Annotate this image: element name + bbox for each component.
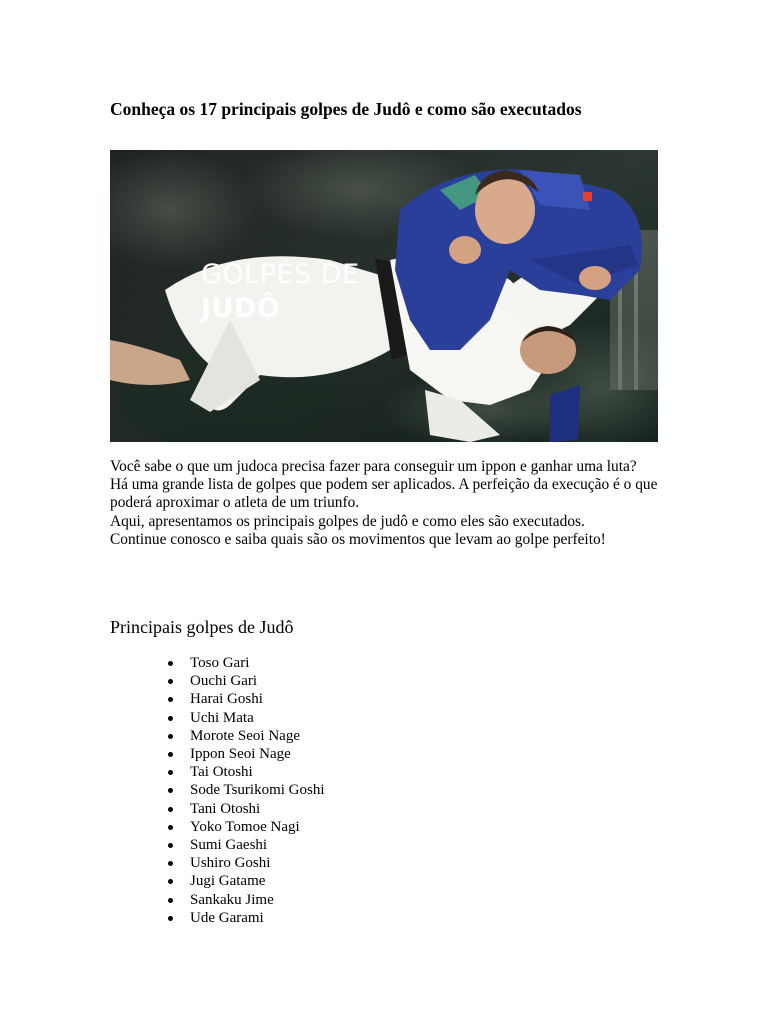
judo-throw-photo [110,150,658,442]
list-item [190,818,325,836]
list-item [190,727,325,745]
golpes-list [190,654,325,927]
hero-caption-line-1: GOLPES DE [201,259,360,290]
list-item-label: Ippon Seoi Nage [190,746,291,763]
bullet-icon [168,879,173,884]
bullet-icon [168,843,173,848]
list-item-label: Morote Seoi Nage [190,727,300,744]
list-item-label: Sode Tsurikomi Goshi [190,782,325,799]
intro-paragraph: Você sabe o que um judoca precisa fazer para conseguir um ippon e ganhar uma luta? [110,458,637,475]
bullet-icon [168,752,173,757]
hero-caption [201,258,360,326]
list-item-label: Tani Otoshi [190,800,261,817]
list-item-label: Sumi Gaeshi [190,837,268,854]
page-title: Conheça os 17 principais golpes de Judô e como são executados [110,99,582,119]
bullet-icon [168,697,173,702]
list-item [190,872,325,890]
list-item-label: Toso Gari [190,655,250,671]
list-item [190,909,325,927]
list-item-label: Ouchi Gari [190,673,258,690]
list-item [190,745,325,763]
list-item-label: Ushiro Goshi [190,855,271,872]
intro-paragraph: Aqui, apresentamos os principais golpes de judô e como eles são executados. [110,512,585,530]
list-item [190,654,325,672]
list-item [190,763,325,781]
intro-text [110,458,665,549]
list-item-label: Harai Goshi [190,691,263,708]
hero-image [110,150,658,442]
list-item-label: Uchi Mata [190,709,254,726]
list-item [190,836,325,854]
bullet-icon [168,679,173,684]
list-item-label: Yoko Tomoe Nagi [190,818,300,835]
list-item-label: Tai Otoshi [190,764,253,781]
bullet-icon [168,661,173,666]
list-item [190,854,325,872]
bullet-icon [168,898,173,903]
bullet-icon [168,861,173,866]
list-item [190,672,325,690]
intro-paragraph: Há uma grande lista de golpes que podem ser aplicados. A perfeição da execução é o que poderá aproximar o atleta de um triunfo. [110,476,658,512]
bullet-icon [168,770,173,775]
bullet-icon [168,716,173,721]
bullet-icon [168,807,173,812]
section-heading: Principais golpes de Judô [110,617,294,637]
bullet-icon [168,916,173,921]
list-item [190,781,325,799]
hero-caption-line-2: JUDÔ [201,293,281,324]
list-item [190,690,325,708]
list-item-label: Sankaku Jime [190,891,274,908]
list-item [190,709,325,727]
list-item [190,800,325,818]
bullet-icon [168,825,173,830]
list-item [190,891,325,909]
bullet-icon [168,788,173,793]
list-item-label: Ude Garami [190,909,264,926]
bullet-icon [168,734,173,739]
list-item-label: Jugi Gatame [190,873,266,890]
intro-paragraph: Continue conosco e saiba quais são os movimentos que levam ao golpe perfeito! [110,530,606,548]
